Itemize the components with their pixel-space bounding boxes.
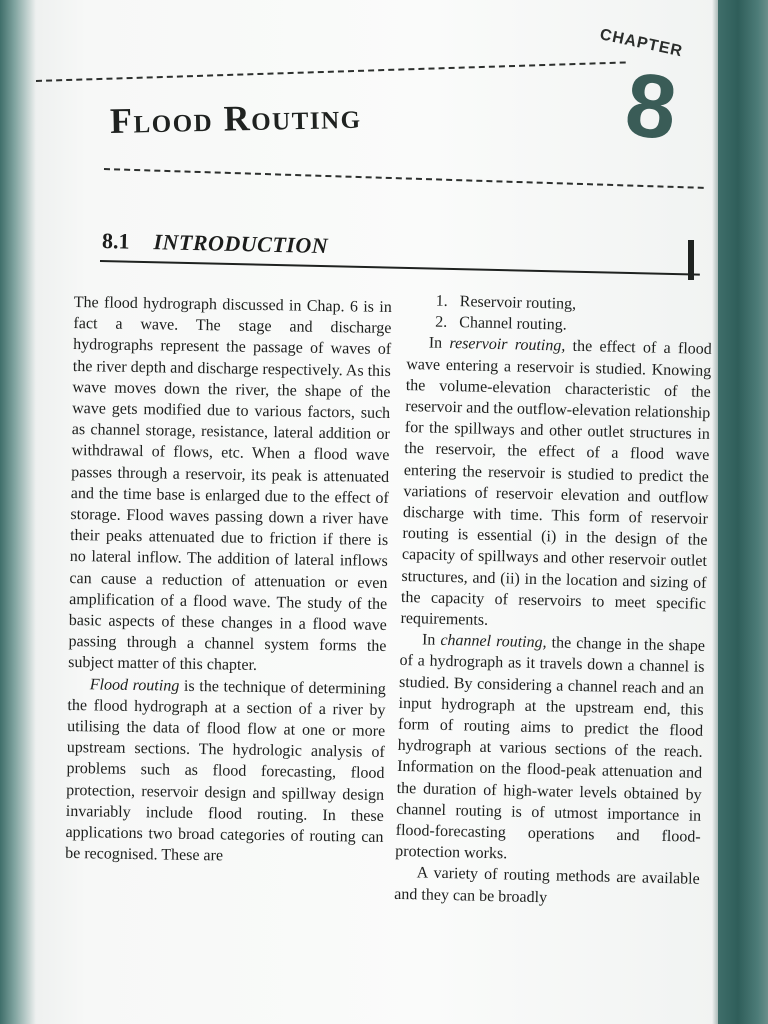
chapter-number: 8: [620, 54, 682, 160]
paragraph-flood-routing-text: is the technique of determining the flood hydrograph at a section of a river by utilising the data of flood flow at one or more upstream sections. The hydrologic analysis of problems such as flood forecasting, flood protection, reservoir design and spillway design invariably include flood routing. In these applications two broad categories of routing can be recognised. These are: [65, 677, 386, 865]
paragraph-lead: In: [428, 334, 450, 353]
term-reservoir-routing: reservoir routing,: [449, 335, 566, 355]
list-item-text: Channel routing.: [459, 314, 567, 334]
paragraph-flood-routing: [65, 674, 386, 870]
term-flood-routing: Flood routing: [89, 675, 180, 695]
page-gutter-shadow: [0, 0, 36, 1024]
paragraph-routing-methods: A variety of routing methods are available and they can be broadly: [394, 864, 700, 906]
paragraph-intro: The flood hydrograph discussed in Chap. 6 is in fact a wave. The stage and discharge hydrographs represent the passage of waves of the river depth and discharge respectively. As this wave moves down the river, the shape of the wave gets modified due to various factors, such as channel storage, resistance, lateral addition or withdrawal of flows, etc. When a flood wave passes through a reservoir, its peak is attenuated and the time base is enlarged due to the effect of storage. Flood waves passing down a river have their peaks attenuated due to friction if there is no lateral inflow. The addition of lateral inflows can cause a reduction of attenuation or even amplification of a flood wave. The study of the basic aspects of these changes in a flood wave passing through a channel system forms the subject matter of this chapter.: [68, 293, 392, 675]
section-rule-tick: [688, 240, 694, 280]
list-item-number: 1.: [435, 292, 448, 310]
paragraph-reservoir-routing: [400, 332, 712, 636]
paragraph-reservoir-routing-text: the effect of a flood wave entering a reservoir is studied. Knowing the volume-elevation characteristic of the reservoir and the outflow-elevation relationship for the spillways and other outlet structures in the reservoir, the effect of a flood wave entering the reservoir is studied to predict the variations of reservoir elevation and outflow discharge with time. This form of reservoir routing is essential (i) in the design of the capacity of spillways and other reservoir outlet structures, and (ii) in the location and sizing of the capacity of reservoirs to meet specific requirements.: [400, 337, 712, 629]
header-dashed-rule-bottom: [104, 168, 704, 189]
paragraph-channel-routing: [395, 629, 705, 869]
left-column: [65, 292, 392, 869]
header-dashed-rule-top: [36, 61, 626, 82]
section-number: 8.1: [101, 228, 130, 254]
term-channel-routing: channel routing,: [440, 632, 547, 652]
book-spine: [718, 0, 768, 1024]
paragraph-channel-routing-text: the change in the shape of a hydrograph as it travels down a channel is studied. By considering a channel reach and an input hydrograph at the upstream end, this form of routing aims to predict the flood hydrograph at various sections of the reach. Information on the flood-peak attenuation and the duration of high-water levels obtained by channel routing is of utmost importance in flood-forecasting operations and flood-protection works.: [395, 634, 706, 863]
list-item-number: 2.: [435, 313, 448, 332]
chapter-title: Flood Routing: [109, 95, 362, 141]
list-item-text: Reservoir routing,: [459, 293, 577, 313]
chapter-label: CHAPTER: [598, 26, 685, 61]
paragraph-lead: In: [421, 631, 441, 650]
section-title: INTRODUCTION: [153, 229, 329, 259]
right-column: [394, 290, 713, 912]
